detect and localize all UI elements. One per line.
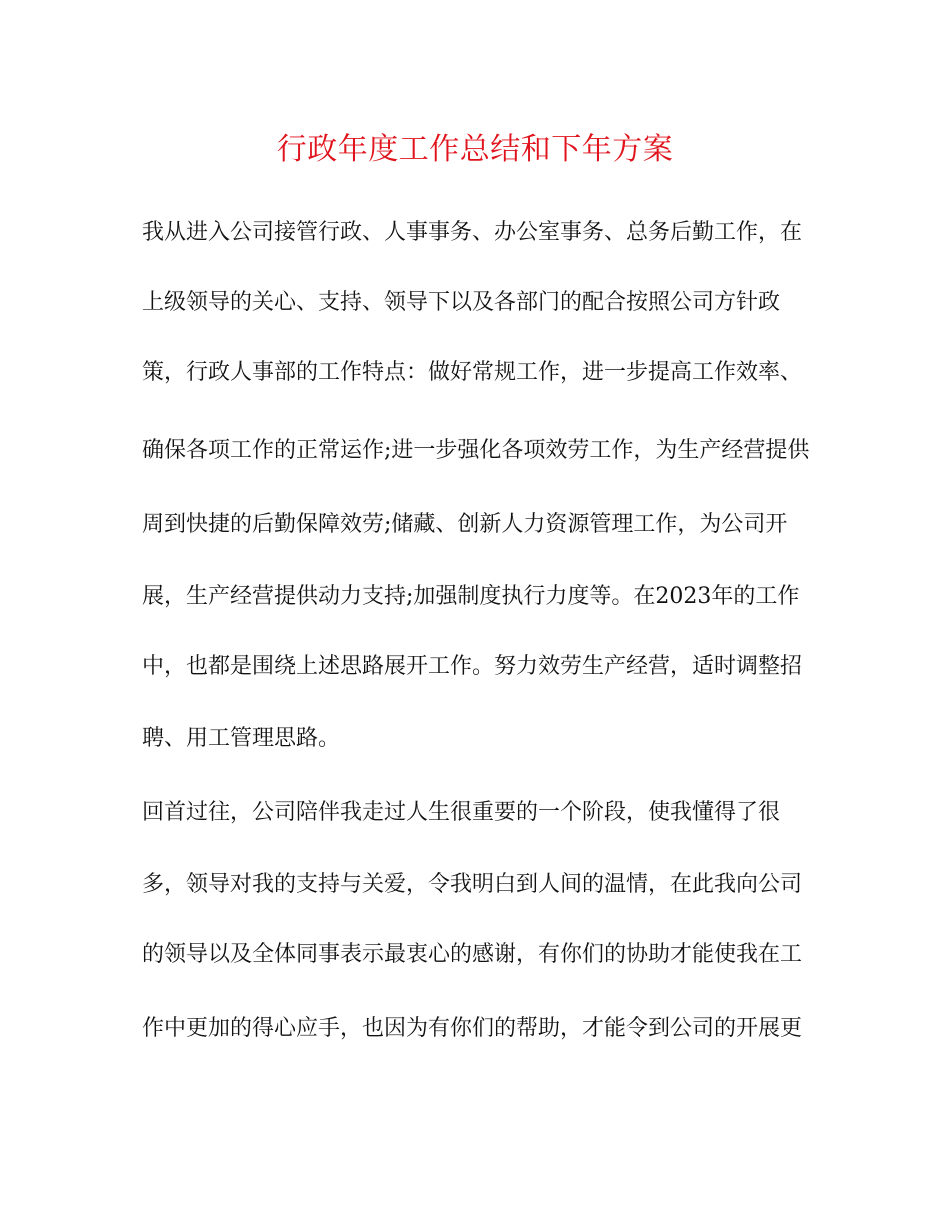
paragraph-line: 的领导以及全体同事表示最衷心的感谢，有你们的协助才能使我在工: [142, 942, 803, 967]
document-title: 行政年度工作总结和下年方案: [276, 132, 674, 167]
paragraph-line: 上级领导的关心、支持、领导下以及各部门的配合按照公司方针政: [142, 290, 781, 315]
paragraph-line: 多，领导对我的支持与关爱，令我明白到人间的温情，在此我向公司: [142, 872, 803, 897]
paragraph-line: 作中更加的得心应手，也因为有你们的帮助，才能令到公司的开展更: [142, 1016, 803, 1041]
paragraph-line: 展，生产经营提供动力支持;加强制度执行力度等。在2023年的工作: [142, 584, 800, 609]
paragraph-line: 中，也都是围绕上述思路展开工作。努力效劳生产经营，适时调整招: [142, 654, 803, 679]
paragraph-line: 聘、用工管理思路。: [142, 726, 341, 751]
paragraph-line: 回首过往，公司陪伴我走过人生很重要的一个阶段，使我懂得了很: [142, 800, 781, 825]
paragraph-line: 确保各项工作的正常运作;进一步强化各项效劳工作，为生产经营提供: [142, 438, 810, 463]
paragraph-line: 策，行政人事部的工作特点：做好常规工作，进一步提高工作效率、: [142, 360, 803, 385]
paragraph-line: 周到快捷的后勤保障效劳;储藏、创新人力资源管理工作，为公司开: [142, 512, 788, 537]
paragraph-line: 我从进入公司接管行政、人事事务、办公室事务、总务后勤工作，在: [142, 220, 803, 245]
